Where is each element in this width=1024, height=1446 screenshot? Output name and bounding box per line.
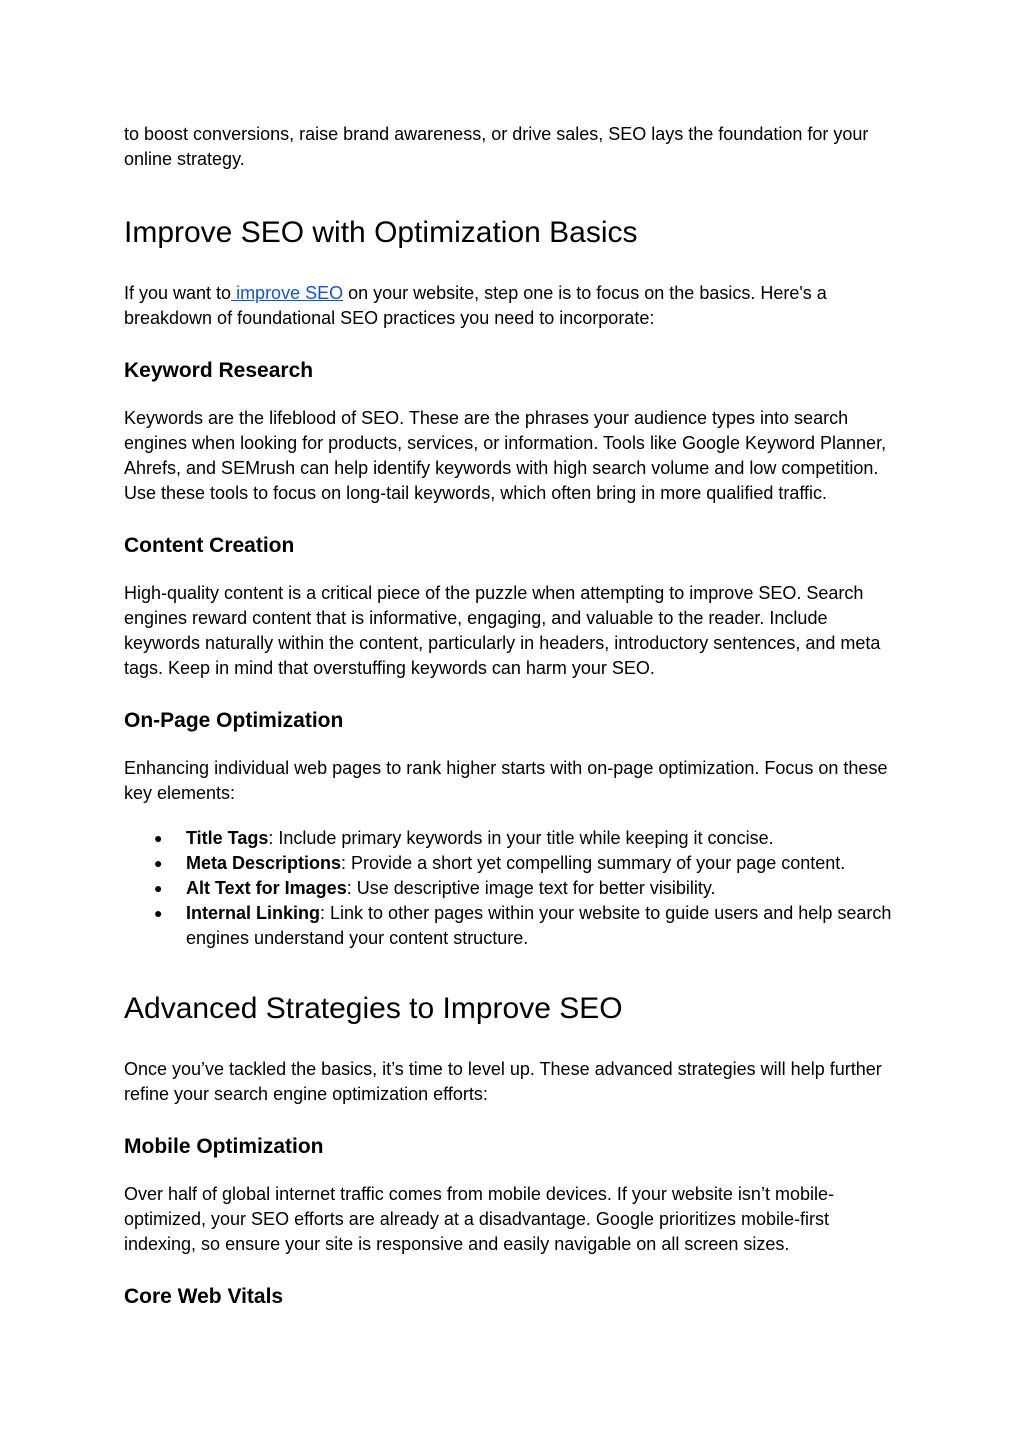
bullet-icon: ● bbox=[154, 880, 163, 896]
heading-content-creation: Content Creation bbox=[124, 534, 295, 557]
list-item bbox=[124, 851, 894, 876]
basics-intro-text-start: If you want to bbox=[124, 283, 232, 303]
heading-core-web-vitals: Core Web Vitals bbox=[124, 1285, 284, 1308]
list-item-desc: : Provide a short yet compelling summary of your page content. bbox=[341, 853, 846, 873]
list-item-desc: : Link to other pages within your website to guide users and help search engines understand your content structure. bbox=[186, 903, 892, 948]
list-item-term: Internal Linking bbox=[186, 903, 321, 923]
advanced-intro-paragraph: Once you’ve tackled the basics, it’s time to level up. These advanced strategies will help further refine your search engine optimization efforts: bbox=[124, 1059, 882, 1104]
list-item-desc: : Include primary keywords in your title while keeping it concise. bbox=[268, 828, 774, 848]
improve-seo-link[interactable]: improve SEO bbox=[231, 283, 344, 303]
list-item bbox=[124, 901, 894, 951]
list-item bbox=[124, 876, 894, 901]
bullet-icon: ● bbox=[154, 855, 163, 871]
heading-on-page-optimization: On-Page Optimization bbox=[124, 709, 344, 732]
heading-advanced-strategies: Advanced Strategies to Improve SEO bbox=[124, 992, 623, 1025]
on-page-paragraph: Enhancing individual web pages to rank higher starts with on-page optimization. Focus on these key elements: bbox=[124, 758, 888, 803]
heading-mobile-optimization: Mobile Optimization bbox=[124, 1135, 324, 1158]
basics-intro-paragraph bbox=[124, 281, 894, 331]
document-content bbox=[124, 122, 894, 1310]
basics-intro-text-end: on your website, step one is to focus on the basics. Here's a breakdown of foundational SEO practices you need to incorporate: bbox=[124, 283, 827, 328]
bullet-icon: ● bbox=[154, 905, 163, 921]
list-item-term: Title Tags bbox=[186, 828, 269, 848]
list-item-term: Alt Text for Images bbox=[186, 878, 347, 898]
list-item-desc: : Use descriptive image text for better visibility. bbox=[346, 878, 716, 898]
keyword-research-paragraph: Keywords are the lifeblood of SEO. These are the phrases your audience types into search engines when looking for products, services, or information. Tools like Google Keyword Planner, Ahrefs, and SEMrush can help identify keywords with high search volume and low competition. Use these tools to focus on long-tail keywords, which often bring in more qualified traffic. bbox=[124, 408, 887, 503]
intro-paragraph: to boost conversions, raise brand awareness, or drive sales, SEO lays the foundation for your online strategy. bbox=[124, 124, 869, 169]
on-page-elements-list bbox=[124, 826, 894, 951]
heading-improve-seo-basics: Improve SEO with Optimization Basics bbox=[124, 216, 638, 249]
content-creation-paragraph: High-quality content is a critical piece of the puzzle when attempting to improve SEO. Search engines reward content that is informative, engaging, and valuable to the reader. Include keywords naturally within the content, particularly in headers, introductory sentences, and meta tags. Keep in mind that overstuffing keywords can harm your SEO. bbox=[124, 583, 881, 678]
bullet-icon: ● bbox=[154, 830, 163, 846]
mobile-optimization-paragraph: Over half of global internet traffic comes from mobile devices. If your website isn’t mobile-optimized, your SEO efforts are already at a disadvantage. Google prioritizes mobile-first indexing, so ensure your site is responsive and easily navigable on all screen sizes. bbox=[124, 1184, 834, 1254]
heading-keyword-research: Keyword Research bbox=[124, 359, 314, 382]
list-item-term: Meta Descriptions bbox=[186, 853, 342, 873]
list-item bbox=[124, 826, 894, 851]
